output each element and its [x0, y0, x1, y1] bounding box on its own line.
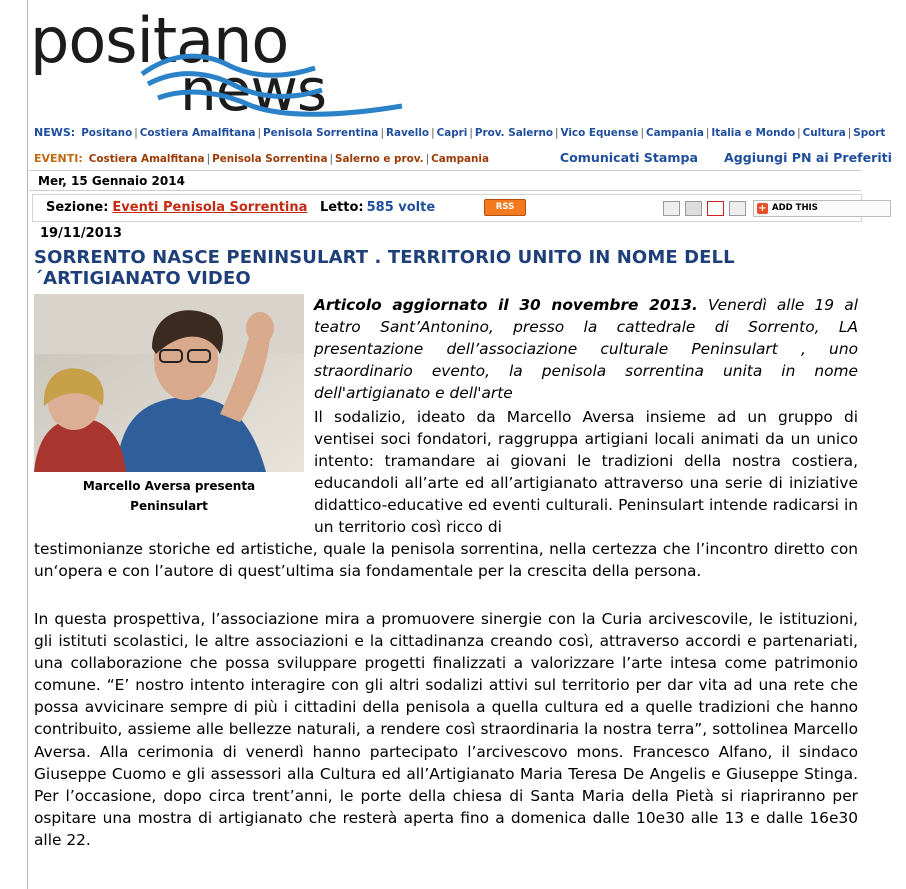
photo-caption	[34, 476, 304, 516]
events-item-costiera[interactable]: Costiera Amalfitana	[88, 153, 205, 165]
bookmark-icon[interactable]	[729, 201, 746, 216]
section-label: Sezione:	[46, 200, 109, 215]
news-item-ravello[interactable]: Ravello	[385, 127, 430, 139]
logo-graphic	[30, 6, 410, 124]
print-icon[interactable]	[685, 201, 702, 216]
header-links	[534, 150, 892, 165]
logo-text-positano: positano	[30, 6, 289, 77]
news-item-positano[interactable]: Positano	[81, 127, 133, 139]
section-info	[46, 200, 435, 215]
photo-graphic	[34, 294, 304, 472]
current-date: Mer, 15 Gennaio 2014	[38, 174, 185, 188]
news-label: NEWS:	[34, 126, 76, 139]
rss-button[interactable]: RSS	[484, 199, 526, 216]
email-icon[interactable]	[663, 201, 680, 216]
events-item-salerno[interactable]: Salerno e prov.	[334, 153, 424, 165]
addthis-button[interactable]	[753, 200, 891, 217]
article-lead	[314, 294, 858, 404]
caption-line-1: Marcello Aversa presenta	[82, 479, 256, 493]
aggiungi-preferiti-link[interactable]: Aggiungi PN ai Preferiti	[724, 150, 892, 165]
left-border	[27, 0, 28, 889]
pdf-icon[interactable]	[707, 201, 724, 216]
news-item-cultura[interactable]: Cultura	[802, 127, 846, 139]
article-date: 19/11/2013	[40, 226, 122, 241]
news-item-sport[interactable]: Sport	[853, 127, 886, 139]
lead-text: Venerdì alle 19 al teatro Sant’Antonino, presso la cattedrale di Sorrento, LA presentazione dell’associazione culturale Peninsulart , uno straordinario evento, la penisola sorrentina unita in nome dell'artigianato e dell'arte	[314, 296, 858, 402]
news-item-vico[interactable]: Vico Equense	[560, 127, 639, 139]
news-item-costiera[interactable]: Costiera Amalfitana	[139, 127, 256, 139]
news-nav: NEWS: Positano | Costiera Amalfitana | Penisola Sorrentina | Ravello | Capri | Prov. Salerno | Vico Equense | Campania | Italia e Mondo | Cultura | Sport	[34, 126, 886, 139]
comunicati-stampa-link[interactable]: Comunicati Stampa	[559, 150, 699, 165]
article-paragraph-1a: Il sodalizio, ideato da Marcello Aversa insieme ad un gruppo di ventisei soci fondatori, raggruppa artigiani locali animati da un unico intento: tramandare ai giovani le tradizioni della nostra costiera, educandoli all’arte ed all’artigianato attraverso una serie di iniziative didattico-educative ed eventi culturali. Peninsulart intende radicarsi in un territorio così ricco di	[314, 408, 858, 536]
events-label: EVENTI:	[34, 152, 83, 165]
plus-icon: +	[758, 203, 767, 214]
article-photo	[34, 294, 304, 472]
article-paragraph-1b: testimonianze storiche ed artistiche, quale la penisola sorrentina, nella certezza che l’incontro diretto con un‘opera e con l’autore di quest’ultima sia fondamentale per la crescita della persona.	[34, 540, 858, 580]
news-item-capri[interactable]: Capri	[436, 127, 468, 139]
article-title: SORRENTO NASCE PENINSULART . TERRITORIO UNITO IN NOME DELL´ARTIGIANATO VIDEO	[34, 247, 735, 289]
news-item-italia[interactable]: Italia e Mondo	[711, 127, 796, 139]
news-item-salerno[interactable]: Prov. Salerno	[474, 127, 553, 139]
site-logo[interactable]	[30, 6, 410, 124]
divider	[29, 170, 861, 171]
read-label: Letto:	[319, 200, 364, 215]
news-item-campania[interactable]: Campania	[645, 127, 704, 139]
section-bar	[32, 194, 862, 222]
news-item-penisola[interactable]: Penisola Sorrentina	[263, 127, 379, 139]
section-link[interactable]: Eventi Penisola Sorrentina	[112, 200, 308, 215]
events-item-campania[interactable]: Campania	[431, 153, 490, 165]
divider	[29, 190, 861, 191]
article-paragraph-2: In questa prospettiva, l’associazione mira a promuovere sinergie con la Curia arcivescovile, le istituzioni, gli istituti scolastici, le altre associazioni e la cittadinanza creando così, attraverso accordi e partenariati, una collaborazione che possa sviluppare progetti finalizzati a valorizzare l’arte intesa come patrimonio comune. “E’ nostro intento interagire con gli altri sodalizi attivi sul territorio per dar vita ad una rete che possa avvicinare sempre di più i cittadini della penisola a quella cultura ed a quelle tradizioni che hanno contribuito, assieme alle bellezze naturali, a rendere così straordinaria la nostra terra”, sottolinea Marcello Aversa. Alla cerimonia di venerdì hanno partecipato l’arcivescovo mons. Francesco Alfano, il sindaco Giuseppe Cuomo e gli assessori alla Cultura ed all’Artigianato Maria Teresa De Angelis e Giuseppe Stinga. Per l’occasione, dopo circa trent’anni, le porte della chiesa di Santa Maria della Pietà si riapriranno per ospitare una mostra di artigianato che resterà aperta fino a domenica dalle 10e30 alle 13 e dalle 16e30 alle 22.	[34, 610, 858, 849]
caption-line-2: Peninsulart	[130, 499, 208, 513]
lead-bold: Articolo aggiornato il 30 novembre 2013.	[314, 296, 698, 314]
read-count: 585 volte	[366, 200, 436, 215]
logo-text-news: news	[180, 56, 327, 124]
events-item-penisola[interactable]: Penisola Sorrentina	[212, 153, 328, 165]
events-nav: EVENTI: Costiera Amalfitana | Penisola Sorrentina | Salerno e prov. | Campania	[34, 152, 490, 165]
addthis-label: ADD THIS	[772, 203, 818, 213]
